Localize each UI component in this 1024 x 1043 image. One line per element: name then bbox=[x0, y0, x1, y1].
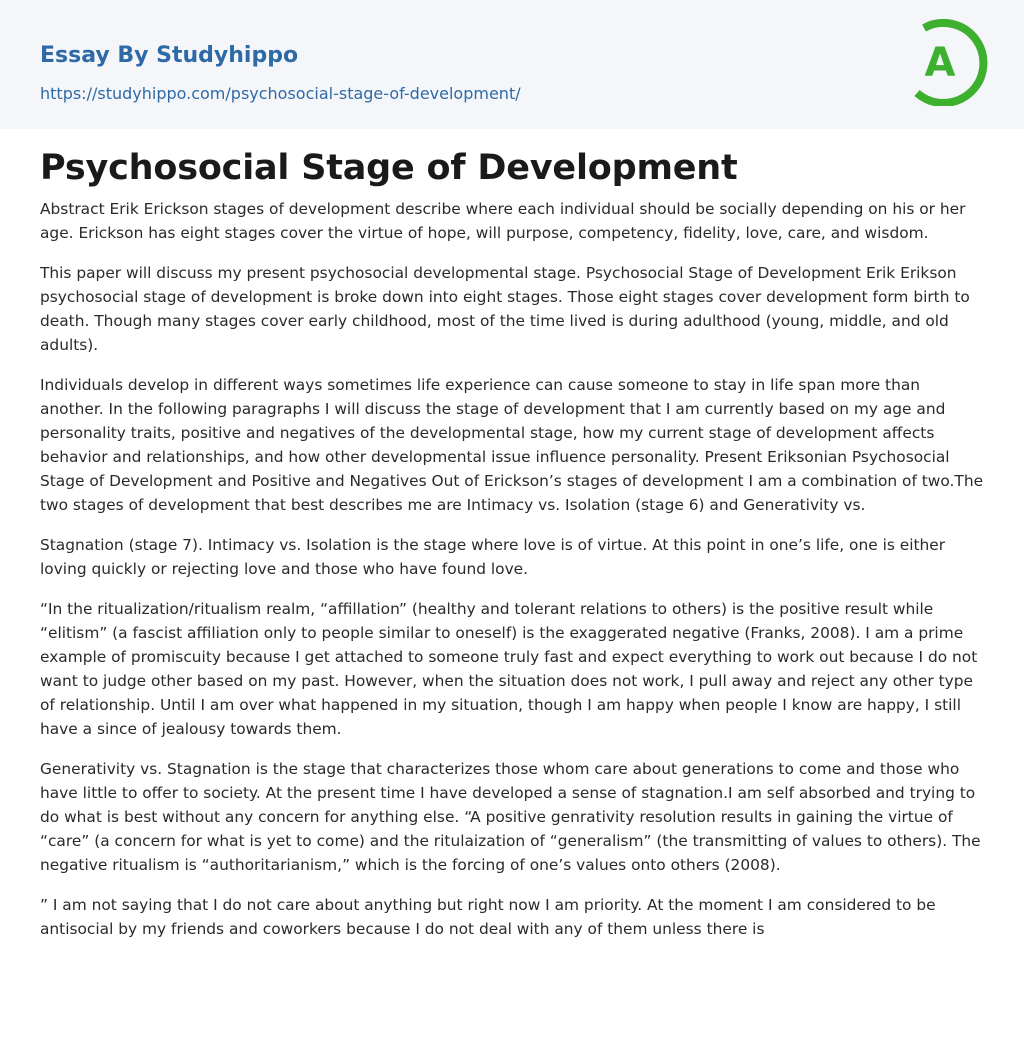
essay-content bbox=[40, 145, 988, 957]
logo-letter: A bbox=[924, 40, 956, 86]
brand-title[interactable]: Essay By Studyhippo bbox=[40, 43, 299, 68]
page-title: Psychosocial Stage of Development bbox=[40, 148, 738, 188]
essay-paragraph: Generativity vs. Stagnation is the stage that characterizes those whom care about generations to come and those who have little to offer to society. At the present time I have developed a sense of stagnation.I am self absorbed and trying to do what is best without any concern for anything else. “A positive genrativity resolution results in gaining the virtue of “care” (a concern for what is yet to come) and the ritulaization of “generalism” (the transmitting of values to others). The negative ritualism is “authoritarianism,” which is the forcing of one’s values onto others (2008). bbox=[40, 760, 981, 874]
essay-paragraph: Stagnation (stage 7). Intimacy vs. Isolation is the stage where love is of virtue. At this point in one’s life, one is either loving quickly or rejecting love and those who have found love. bbox=[40, 536, 946, 578]
site-header bbox=[0, 0, 1024, 129]
essay-paragraph: Abstract Erik Erickson stages of development describe where each individual should be socially depending on his or her age. Erickson has eight stages cover the virtue of hope, will purpose, competency, fidelity, love, care, and wisdom. bbox=[40, 200, 966, 242]
essay-paragraph: ” I am not saying that I do not care about anything but right now I am priority. At the moment I am considered to be antisocial by my friends and coworkers because I do not deal with any of them unless there is bbox=[40, 896, 936, 938]
studyhippo-logo-icon[interactable] bbox=[905, 18, 993, 106]
essay-paragraph: “In the ritualization/ritualism realm, “affillation” (healthy and tolerant relations to others) is the positive result while “elitism” (a fascist affiliation only to people similar to oneself) is the exaggerated negative (Franks, 2008). I am a prime example of promiscuity because I get attached to someone truly fast and expect everything to work out because I do not want to judge other based on my past. However, when the situation does not work, I pull away and reject any other type of relationship. Until I am over what happened in my situation, though I am happy when people I know are happy, I still have a since of jealousy towards them. bbox=[40, 600, 978, 738]
essay-url-link[interactable]: https://studyhippo.com/psychosocial-stage-of-development/ bbox=[40, 84, 521, 103]
essay-paragraph: This paper will discuss my present psychosocial developmental stage. Psychosocial Stage of Development Erik Erikson psychosocial stage of development is broke down into eight stages. Those eight stages cover development form birth to death. Though many stages cover early childhood, most of the time lived is during adulthood (young, middle, and old adults). bbox=[40, 264, 970, 354]
essay-paragraph: Individuals develop in different ways sometimes life experience can cause someone to stay in life span more than another. In the following paragraphs I will discuss the stage of development that I am currently based on my age and personality traits, positive and negatives of the developmental stage, how my current stage of development affects behavior and relationships, and how other developmental issue influence personality. Present Eriksonian Psychosocial Stage of Development and Positive and Negatives Out of Erickson’s stages of development I am a combination of two.The two stages of development that best describes me are Intimacy vs. Isolation (stage 6) and Generativity vs. bbox=[40, 376, 984, 514]
